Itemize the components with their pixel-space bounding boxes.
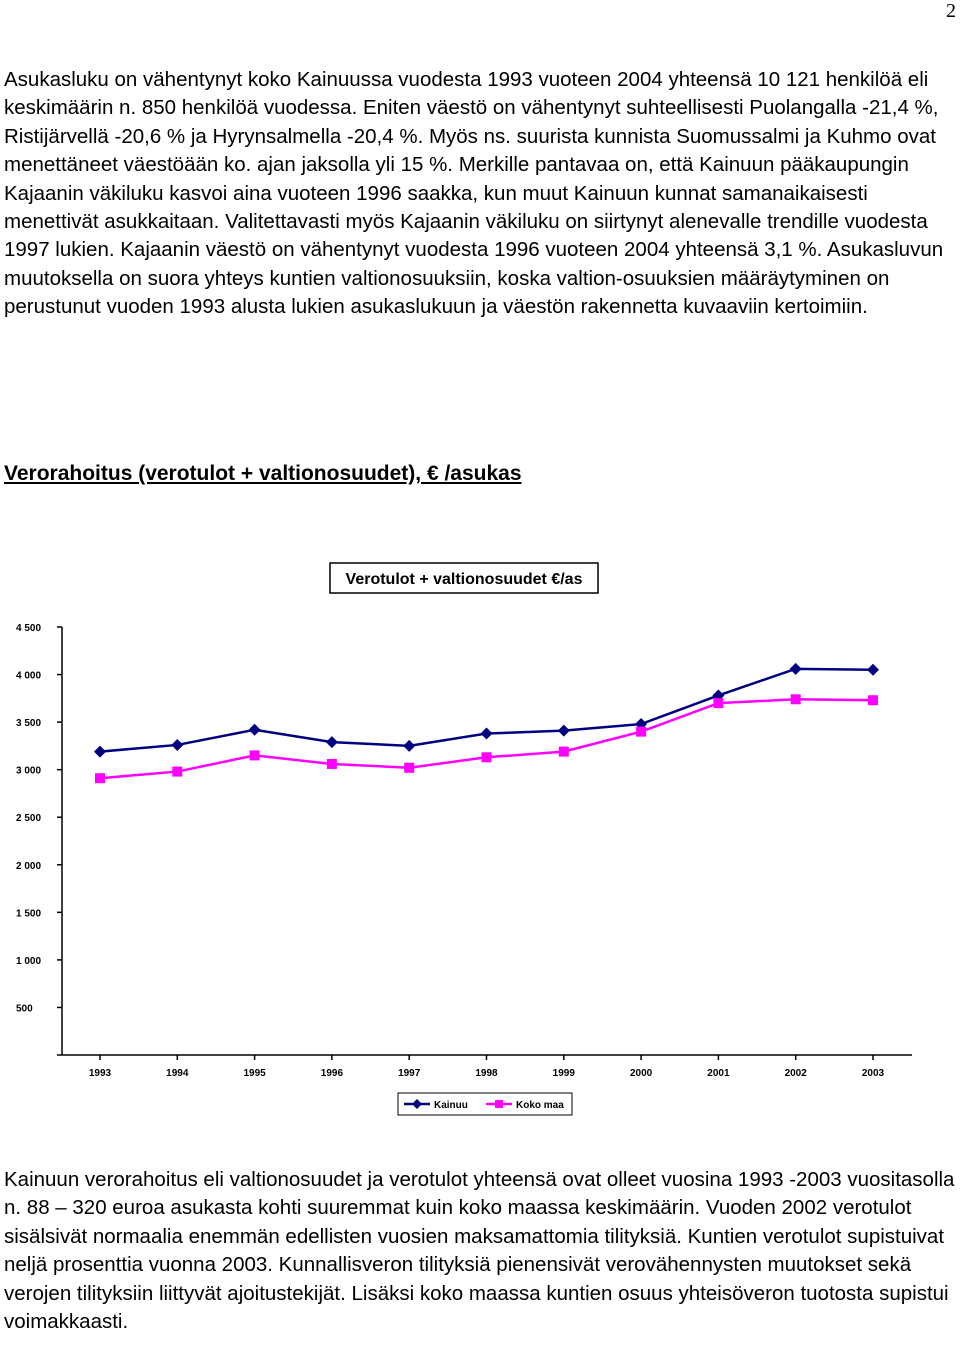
data-point	[171, 739, 183, 751]
y-tick-label: 3 500	[16, 718, 42, 730]
x-tick-label: 1993	[88, 1068, 112, 1079]
data-point	[327, 759, 337, 769]
data-point	[95, 773, 105, 783]
data-point	[558, 725, 570, 737]
y-axis	[16, 623, 62, 1055]
y-tick-label: 2 500	[16, 813, 42, 825]
x-tick-label: 1998	[475, 1068, 498, 1079]
y-tick-label: 1 500	[16, 908, 42, 920]
y-tick-label: 4 000	[16, 670, 42, 682]
x-tick-label: 1999	[552, 1068, 575, 1079]
y-tick-label: 3 000	[16, 765, 42, 777]
data-point	[559, 747, 569, 757]
chart-series	[94, 663, 879, 783]
legend-label: Koko maa	[516, 1100, 564, 1111]
data-point	[481, 728, 493, 740]
data-point	[790, 663, 802, 675]
x-tick-label: 1996	[320, 1068, 344, 1079]
data-point	[482, 752, 492, 762]
x-tick-label: 1997	[398, 1068, 421, 1079]
x-tick-label: 2002	[784, 1068, 807, 1079]
data-point	[404, 763, 414, 773]
y-tick-label: 4 500	[16, 623, 42, 634]
data-point	[250, 750, 260, 760]
body-paragraph: Kainuun verorahoitus eli valtionosuudet ja verotulot yhteensä ovat olleet vuosina 1993 -2003 vuositasolla n. 88 – 320 euroa asukasta kohti suuremmat kuin koko maassa keskimäärin. Vuoden 2002 verotulot sisälsivät normaalia enemmän edellisten vuosien maksamattomia tilityksiä. Kuntien verotulot supistuivat neljä prosenttia vuonna 2003. Kunnallisveron tilityksiä pienensivät verovähennysten muutokset sekä verojen tilityksiin liittyvät ajoitustekijät. Lisäksi koko maassa kuntien osuus yhteisöveron tuotosta supistui voimakkaasti.	[4, 1168, 955, 1334]
data-point	[867, 664, 879, 676]
legend	[398, 1093, 572, 1115]
x-tick-label: 1994	[166, 1068, 189, 1079]
line-chart	[0, 540, 960, 1120]
data-point	[172, 767, 182, 777]
chart-title: Verotulot + valtionosuudet €/as	[345, 571, 583, 588]
data-point	[791, 694, 801, 704]
x-tick-label: 1995	[243, 1068, 266, 1079]
data-point	[868, 695, 878, 705]
data-point	[326, 736, 338, 748]
x-tick-label: 2003	[861, 1068, 885, 1079]
data-point	[636, 727, 646, 737]
data-point	[249, 724, 261, 736]
y-tick-label: 2 000	[16, 860, 42, 872]
data-point	[403, 740, 415, 752]
page-number: 2	[946, 0, 956, 22]
legend-marker	[495, 1100, 503, 1108]
x-tick-label: 2001	[707, 1068, 730, 1079]
data-point	[94, 746, 106, 758]
y-tick-label: 1 000	[16, 955, 42, 967]
x-axis	[62, 1055, 912, 1079]
section-heading: Verorahoitus (verotulot + valtionosuudet), € /asukas	[4, 462, 522, 485]
body-paragraph: Asukasluku on vähentynyt koko Kainuussa vuodesta 1993 vuoteen 2004 yhteensä 10 121 henkilöä eli keskimäärin n. 850 henkilöä vuodessa. Eniten väestö on vähentynyt suhteellisesti Puolangalla -21,4 %, Ristijärvellä -20,6 % ja Hyrynsalmella -20,4 %. Myös ns. suurista kunnista Suomussalmi ja Kuhmo ovat menettäneet väestöään ko. ajan jaksolla yli 15 %. Merkille pantavaa on, että Kainuun pääkaupungin Kajaanin väkiluku kasvoi aina vuoteen 1996 saakka, kun muut Kainuun kunnat samanaikaisesti menettivät asukkaitaan. Valitettavasti myös Kajaanin väkiluku on siirtynyt alenevalle trendille vuodesta 1997 lukien. Kajaanin väestö on vähentynyt vuodesta 1996 vuoteen 2004 yhteensä 3,1 %. Asukasluvun muutoksella on suora yhteys kuntien valtionosuuksiin, koska valtion-osuuksien määräytyminen on perustunut vuoden 1993 alusta lukien asukaslukuun ja väestön rakennetta kuvaaviin kertoimiin.	[4, 68, 944, 319]
legend-label: Kainuu	[434, 1100, 468, 1111]
y-tick-label: 500	[16, 1003, 33, 1015]
x-tick-label: 2000	[629, 1068, 653, 1079]
data-point	[713, 698, 723, 708]
